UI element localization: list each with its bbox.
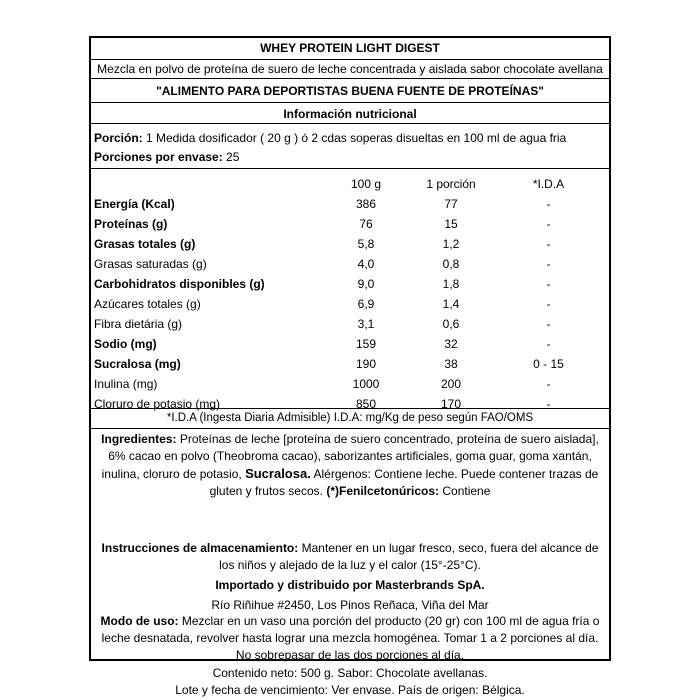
nutrient-name: Grasas totales (g) xyxy=(94,237,196,251)
sucralosa-highlight: Sucralosa. xyxy=(245,466,311,481)
table-row xyxy=(91,354,609,374)
nutrition-label xyxy=(89,36,611,697)
ingredients-label: Ingredientes: xyxy=(101,432,177,446)
product-description: Mezcla en polvo de proteína de suero de leche concentrada y aislada sabor chocolate avellana xyxy=(97,62,603,76)
importer-line: Importado y distribuido por Masterbrands SpA. xyxy=(215,578,485,592)
table-row xyxy=(91,274,609,294)
net-content-line: Contenido neto: 500 g. Sabor: Chocolate avellanas. xyxy=(212,666,488,680)
nutrient-value-100g: 5,8 xyxy=(357,237,375,251)
nutrition-heading: Información nutricional xyxy=(283,107,417,121)
nutrient-value-portion: 0,6 xyxy=(442,317,460,331)
storage-text: Mantener en un lugar fresco, seco, fuera del alcance de los niños y alejado de la luz y el calor (15°-25°C). xyxy=(219,541,599,572)
nutrient-name: Energía (Kcal) xyxy=(94,197,175,211)
claim-row xyxy=(91,79,609,103)
nutrient-value-100g: 1000 xyxy=(352,377,380,391)
nutrient-value-portion: 32 xyxy=(444,337,458,351)
nutrient-value-ida: - xyxy=(546,377,551,391)
nutrient-value-portion: 1,8 xyxy=(442,277,460,291)
nutrient-name: Cloruro de potasio (mg) xyxy=(94,397,221,411)
address-line: Río Riñihue #2450, Los Pinos Reñaca, Viña del Mar xyxy=(211,598,489,612)
nutrient-value-ida: - xyxy=(546,317,551,331)
portion-row xyxy=(91,124,609,169)
nutrient-name: Carbohidratos disponibles (g) xyxy=(94,277,265,291)
usage-paragraph xyxy=(94,613,606,664)
nutrient-value-ida: - xyxy=(546,337,551,351)
product-title: WHEY PROTEIN LIGHT DIGEST xyxy=(260,41,440,55)
nutrient-value-100g: 386 xyxy=(355,197,377,211)
product-title-row xyxy=(91,38,609,60)
description-row xyxy=(91,60,609,79)
servings-line xyxy=(94,150,239,164)
table-header-row xyxy=(91,174,609,194)
nutrient-value-portion: 1,4 xyxy=(442,297,460,311)
usage-label: Modo de uso: xyxy=(100,614,179,628)
nutrient-value-ida: - xyxy=(546,197,551,211)
table-row xyxy=(91,334,609,354)
nutrient-value-portion: 77 xyxy=(444,197,458,211)
nutrient-value-100g: 3,1 xyxy=(357,317,375,331)
nutrient-value-100g: 76 xyxy=(359,217,373,231)
storage-paragraph xyxy=(94,540,606,574)
portion-text: 1 Medida dosificador ( 20 g ) ó 2 cdas soperas disueltas en 100 ml de agua fria xyxy=(142,131,567,145)
ingredients-text: Proteínas de leche [proteína de suero concentrado, proteína de suero aislada], 6% cacao en polvo (Theobroma cacao), saborizantes artificiales, goma guar, goma xantán, inulina, cloruro de potasio, xyxy=(101,432,599,481)
nutrient-value-portion: 15 xyxy=(444,217,458,231)
table-row xyxy=(91,194,609,214)
product-claim: "ALIMENTO PARA DEPORTISTAS BUENA FUENTE DE PROTEÍNAS" xyxy=(156,84,544,98)
storage-label: Instrucciones de almacenamiento: xyxy=(101,541,299,555)
nutrient-value-100g: 159 xyxy=(355,337,377,351)
portion-label: Porción: xyxy=(94,131,143,145)
nutrient-value-100g: 6,9 xyxy=(357,297,375,311)
nutrient-value-100g: 190 xyxy=(355,357,377,371)
nutrient-name: Azúcares totales (g) xyxy=(94,297,201,311)
nutrient-name: Grasas saturadas (g) xyxy=(94,257,207,271)
table-row xyxy=(91,254,609,274)
nutrient-value-ida: - xyxy=(546,397,551,411)
servings-text: 25 xyxy=(222,150,240,164)
nutrient-value-portion: 0,8 xyxy=(442,257,460,271)
table-row xyxy=(91,234,609,254)
phenylketonurics-text: Contiene xyxy=(439,484,491,498)
lot-line: Lote y fecha de vencimiento: Ver envase. País de origen: Bélgica. xyxy=(175,683,525,697)
column-header-ida: *I.D.A xyxy=(532,177,565,191)
nutrition-heading-row xyxy=(91,103,609,124)
ingredients-paragraph xyxy=(94,431,606,500)
nutrient-value-ida: - xyxy=(546,217,551,231)
nutrient-value-ida: - xyxy=(546,277,551,291)
nutrient-name: Sucralosa (mg) xyxy=(94,357,181,371)
servings-label: Porciones por envase: xyxy=(94,150,223,164)
usage-text: Mezclar en un vaso una porción del producto (20 gr) con 100 ml de agua fría o leche desnatada, revolver hasta lograr una mezcla homogénea. Tomar 1 a 2 porciones al día. No sobrepasar de las dos porciones al día. xyxy=(101,614,600,662)
allergens-text: Alérgenos: Contiene leche. Puede contener trazas de gluten y frutos secos. xyxy=(209,467,599,498)
table-row xyxy=(91,314,609,334)
column-header-100g: 100 g xyxy=(350,177,382,191)
nutrient-value-100g: 4,0 xyxy=(357,257,375,271)
nutrient-value-portion: 38 xyxy=(444,357,458,371)
ida-note: *I.D.A (Ingesta Diaria Admisible) I.D.A: mg/Kg de peso según FAO/OMS xyxy=(166,412,534,424)
nutrient-name: Inulina (mg) xyxy=(94,377,158,391)
nutrient-value-100g: 9,0 xyxy=(357,277,375,291)
nutrient-value-portion: 200 xyxy=(440,377,462,391)
table-row xyxy=(91,294,609,314)
nutrition-table xyxy=(91,169,609,409)
nutrient-value-ida: 0 - 15 xyxy=(533,357,564,371)
portion-line xyxy=(94,131,566,145)
table-row xyxy=(91,374,609,394)
nutrient-value-portion: 1,2 xyxy=(442,237,460,251)
table-row xyxy=(91,214,609,234)
nutrient-value-portion: 170 xyxy=(440,397,462,411)
phenylketonurics-label: (*)Fenilcetonúricos: xyxy=(326,484,440,498)
column-header-portion: 1 porción xyxy=(426,177,476,191)
nutrient-value-100g: 850 xyxy=(355,397,377,411)
nutrient-value-ida: - xyxy=(546,237,551,251)
nutrient-name: Sodio (mg) xyxy=(94,337,157,351)
nutrient-name: Proteínas (g) xyxy=(94,217,168,231)
nutrient-value-ida: - xyxy=(546,297,551,311)
nutrient-name: Fibra dietária (g) xyxy=(94,317,183,331)
nutrient-value-ida: - xyxy=(546,257,551,271)
ida-note-row xyxy=(91,409,609,429)
